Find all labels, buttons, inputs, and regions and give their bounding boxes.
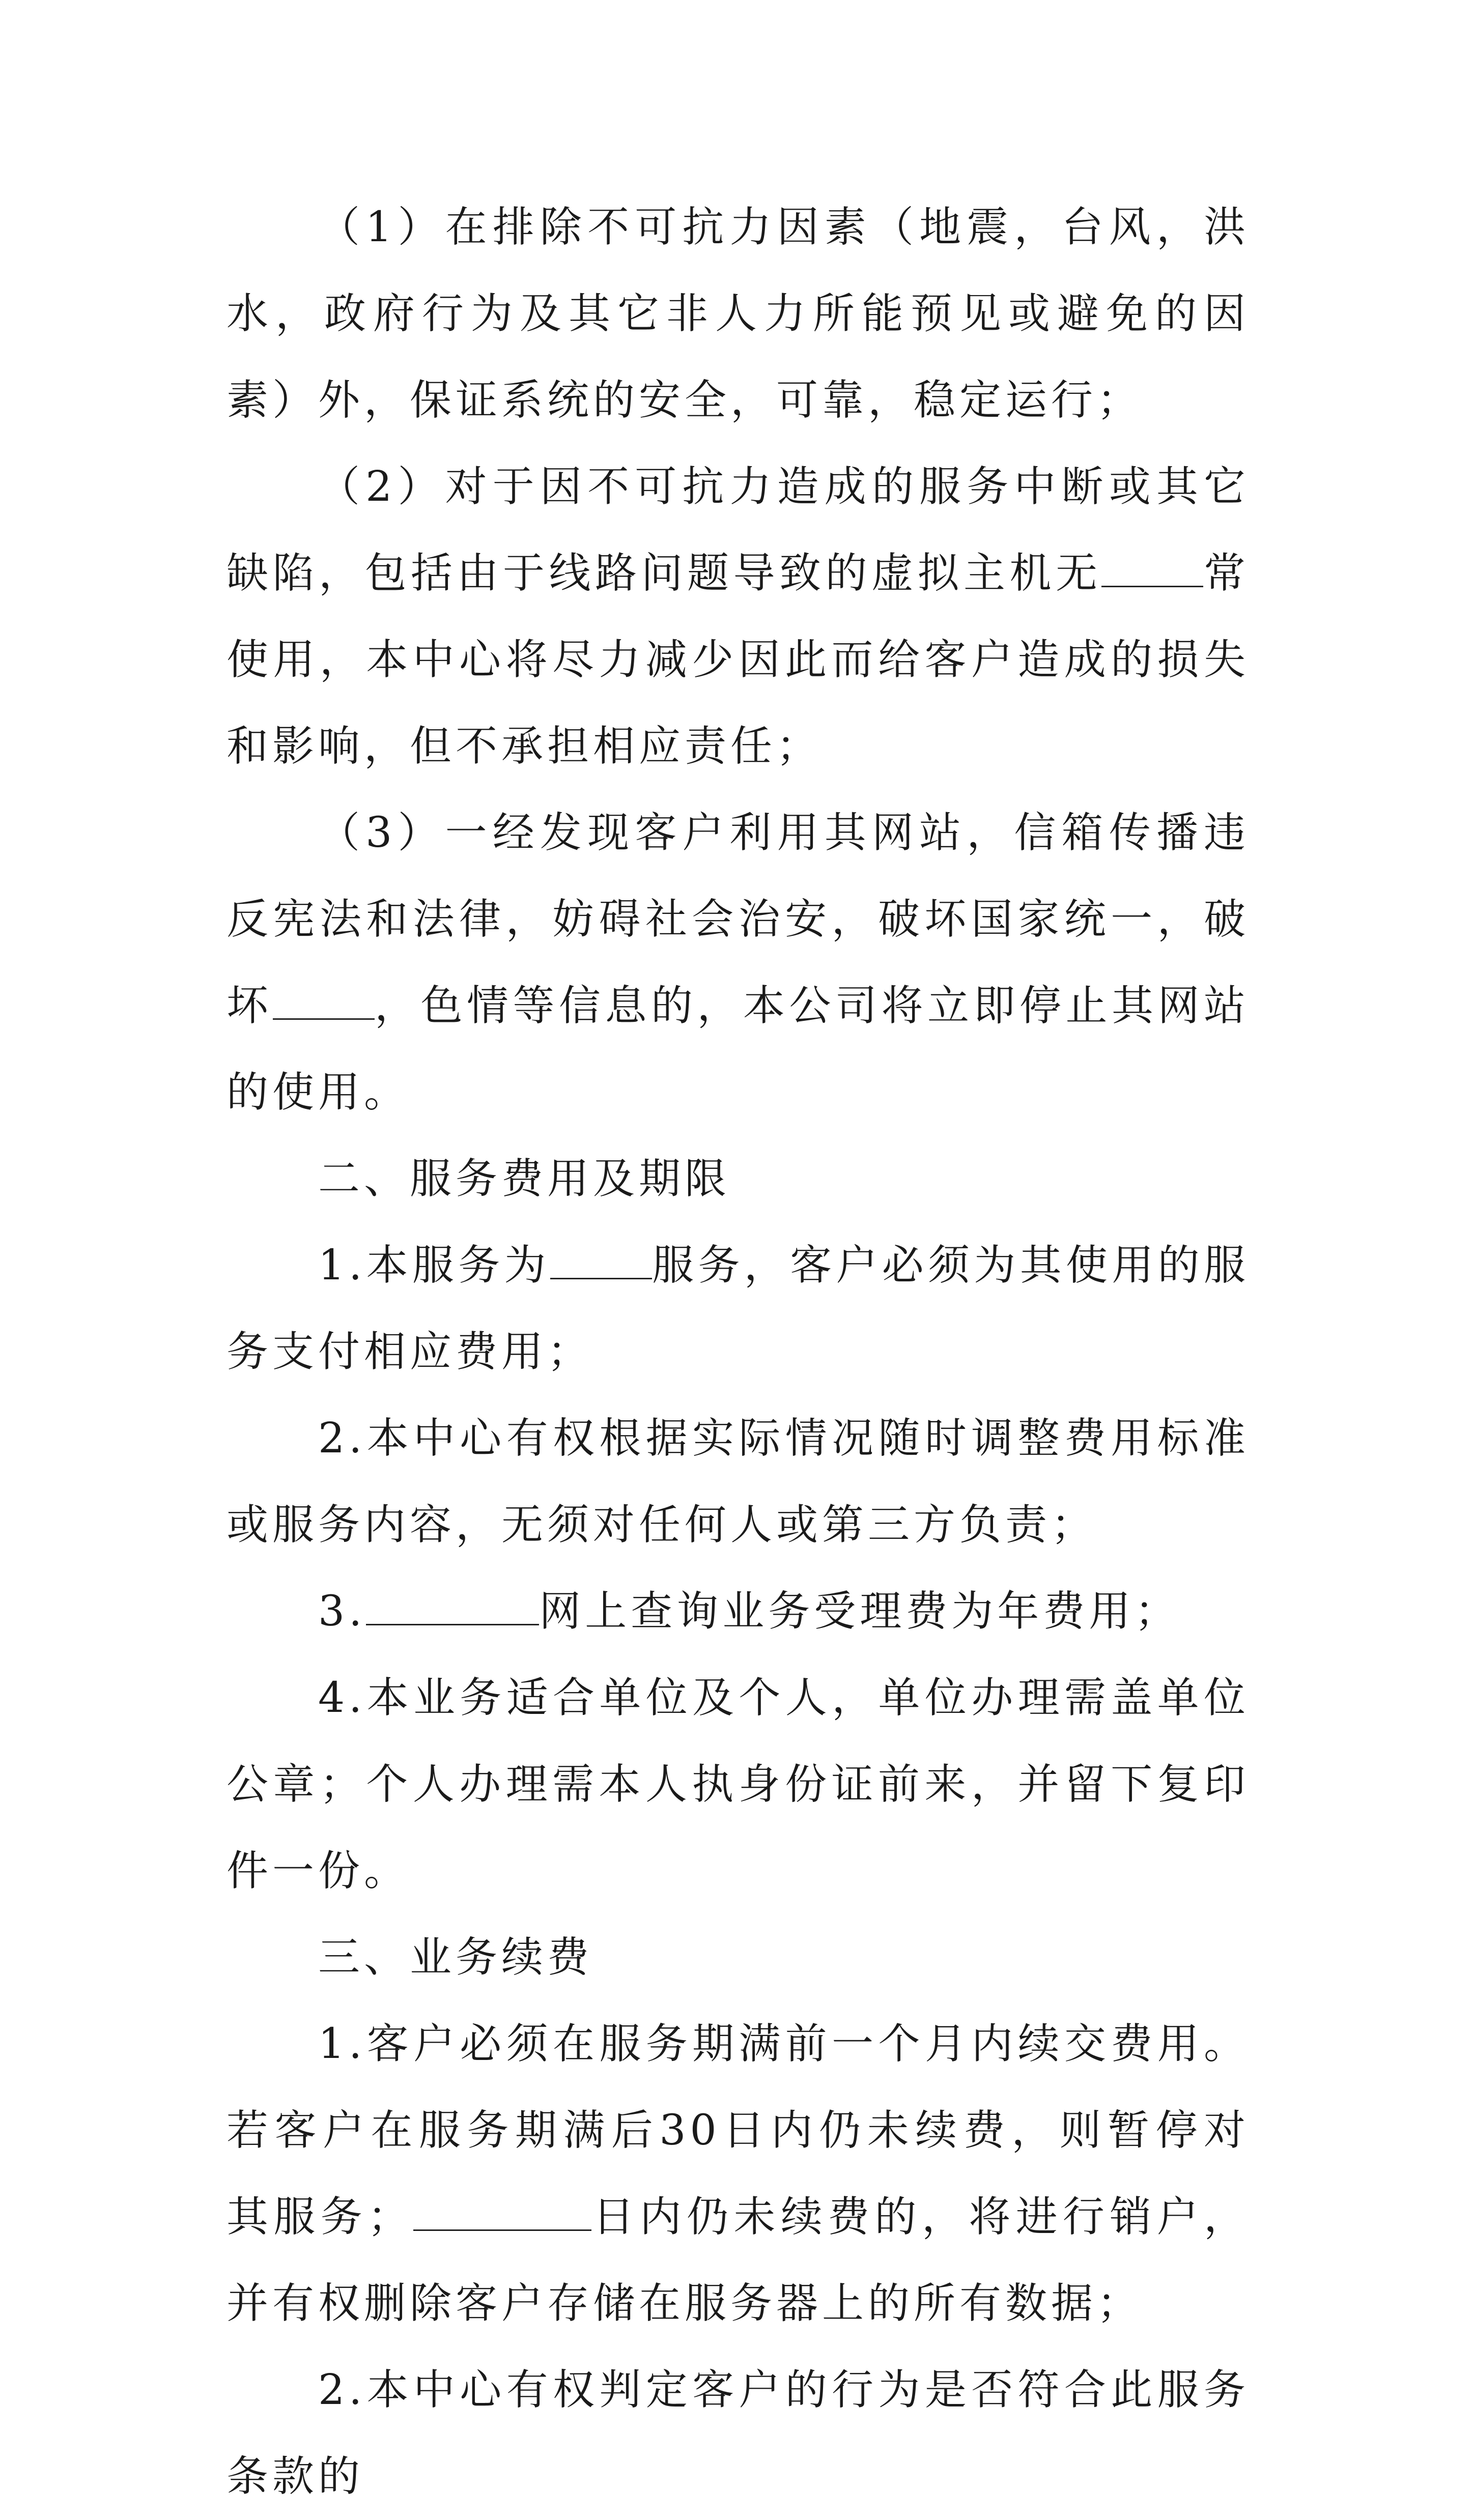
paragraph-text-after-blank: 服务，客户必须为其使用的服务支付相应费用； bbox=[226, 1241, 1250, 1376]
paragraph-text: 4.本业务适合单位及个人，单位办理需盖单位公章；个人办理需本人执身份证前来，并留下复印件一份。 bbox=[226, 1674, 1250, 1895]
paragraph-text-before-blank: 3. bbox=[318, 1587, 366, 1636]
paragraph-text-before-blank: 1.客户必须在服务期满前一个月内续交费用。若客户在服务期满后30日内仍未续费，则暂停对其服务； bbox=[226, 2020, 1250, 2241]
clause-1-system-safety bbox=[226, 184, 1250, 444]
renewal-item-1 bbox=[226, 2001, 1250, 2347]
fees-item-2 bbox=[226, 1395, 1250, 1568]
fees-item-1 bbox=[226, 1222, 1250, 1395]
paragraph-text-before-blank: （3）一经发现客户利用其网站，信箱传播违反宪法和法律，妨碍社会治安，破坏国家统一，破坏 bbox=[226, 809, 1250, 1030]
paragraph-text: （1）在排除不可抗力因素（地震，台风，洪水，政府行为及其它非人力所能预见或避免的因素）外，保证系统的安全，可靠，稳定运行； bbox=[226, 203, 1250, 424]
fill-in-blank bbox=[1101, 552, 1203, 587]
fees-item-3 bbox=[226, 1568, 1250, 1655]
section-heading-fees bbox=[226, 1136, 1250, 1222]
paragraph-text-after-blank: 日内仍未续费的，将进行销户，并有权删除客户存储在服务器上的所有数据； bbox=[226, 2193, 1250, 2328]
document-page bbox=[226, 184, 1250, 2520]
section-heading-renewal bbox=[226, 1914, 1250, 2001]
paragraph-text-after-blank: 网上查询业务受理费为年费用； bbox=[539, 1587, 1181, 1636]
fill-in-blank bbox=[550, 1244, 652, 1279]
clause-2-force-majeure bbox=[226, 444, 1250, 790]
paragraph-text-before-blank: 1.本服务为 bbox=[318, 1241, 550, 1290]
fill-in-blank bbox=[366, 1590, 539, 1625]
section-heading-text: 二、服务费用及期限 bbox=[318, 1155, 731, 1203]
paragraph-text-after-blank: 常使用，本中心将尽力减少因此而给客户造成的损失和影响，但不承担相应责任； bbox=[226, 549, 1250, 770]
paragraph-text-after-blank: ，色情等信息的，本公司将立即停止其网站的使用。 bbox=[226, 982, 1250, 1116]
fees-item-4 bbox=[226, 1655, 1250, 1914]
fill-in-blank bbox=[413, 2196, 591, 2231]
renewal-item-2 bbox=[226, 2347, 1250, 2520]
paragraph-text: 2.本中心有权判定客户的行为是否符合此服务条款的 bbox=[226, 2366, 1250, 2501]
fill-in-blank bbox=[273, 985, 375, 1020]
paragraph-text: 2.本中心有权根据实际情况随时调整费用标准或服务内容，无须对任何人或第三方负责； bbox=[226, 1414, 1250, 1549]
clause-3-illegal-content bbox=[226, 790, 1250, 1136]
section-heading-text: 三、业务续费 bbox=[318, 1933, 593, 1982]
paragraph-text-before-blank: （2）对于因不可抗力造成的服务中断或其它缺陷，包括由于线路问题导致的虚拟主机无 bbox=[226, 463, 1250, 597]
